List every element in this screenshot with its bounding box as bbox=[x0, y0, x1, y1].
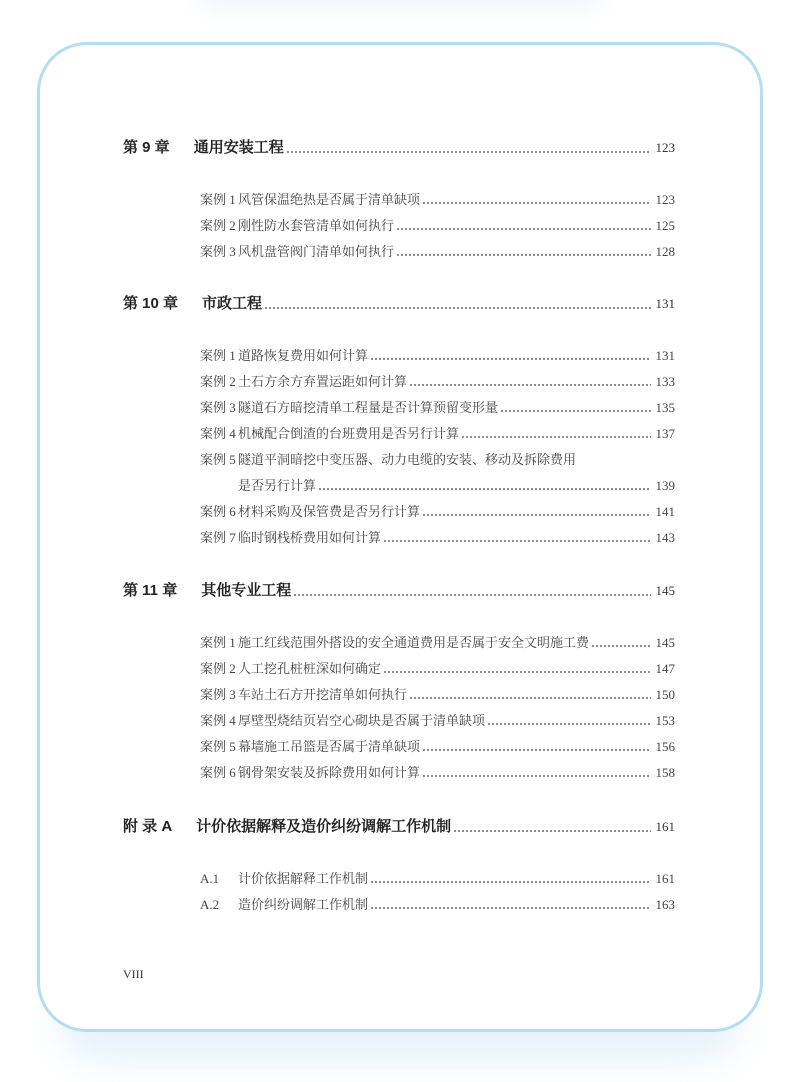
case-page-number: 139 bbox=[655, 478, 675, 493]
case-label: 案例 1 bbox=[200, 348, 236, 363]
chapter-page-number: 131 bbox=[655, 296, 675, 311]
case-title: 机械配合倒渣的台班费用是否另行计算 bbox=[238, 426, 460, 441]
case-label: 案例 1 bbox=[200, 192, 236, 207]
page-number-folio: VIII bbox=[123, 967, 144, 981]
case-page-number: 147 bbox=[655, 661, 675, 676]
chapter-title: 市政工程 bbox=[202, 295, 263, 312]
case-page-number: 161 bbox=[655, 871, 675, 886]
chapter-page-number: 123 bbox=[655, 140, 675, 155]
case-title: 造价纠纷调解工作机制 bbox=[238, 897, 369, 912]
toc-case-entry[interactable] bbox=[123, 215, 675, 234]
dot-leader bbox=[383, 671, 651, 673]
case-title: 隧道平洞暗挖中变压器、动力电缆的安装、移动及拆除费用 bbox=[238, 452, 577, 467]
chapter-title: 其他专业工程 bbox=[201, 582, 292, 599]
dot-leader bbox=[370, 881, 651, 883]
case-label: 案例 3 bbox=[200, 687, 236, 702]
toc-case-entry-continuation[interactable] bbox=[123, 475, 675, 494]
dot-leader bbox=[591, 645, 651, 647]
case-label: 案例 3 bbox=[200, 244, 236, 259]
case-title: 厚壁型烧结页岩空心砌块是否属于清单缺项 bbox=[238, 713, 486, 728]
chapter-label: 第 10 章 bbox=[123, 295, 179, 312]
case-page-number: 133 bbox=[655, 374, 675, 389]
case-page-number: 123 bbox=[655, 192, 675, 207]
toc-chapter-entry[interactable] bbox=[123, 292, 675, 313]
dot-leader bbox=[409, 384, 651, 386]
case-page-number: 145 bbox=[655, 635, 675, 650]
dot-leader bbox=[422, 749, 651, 751]
case-title: 道路恢复费用如何计算 bbox=[238, 348, 369, 363]
chapter-title: 计价依据解释及造价纠纷调解工作机制 bbox=[196, 818, 452, 835]
case-title: 车站土石方开挖清单如何执行 bbox=[238, 687, 408, 702]
toc-case-entry[interactable] bbox=[123, 736, 675, 755]
case-title: 临时钢栈桥费用如何计算 bbox=[238, 530, 382, 545]
toc-case-entry[interactable] bbox=[123, 762, 675, 781]
dot-leader bbox=[396, 228, 651, 230]
dot-leader bbox=[318, 488, 651, 490]
dot-leader bbox=[422, 514, 651, 516]
case-title: 钢骨架安装及拆除费用如何计算 bbox=[238, 765, 421, 780]
case-page-number: 135 bbox=[655, 400, 675, 415]
toc-case-entry[interactable] bbox=[123, 894, 675, 913]
chapter-page-number: 161 bbox=[655, 819, 675, 834]
case-page-number: 143 bbox=[655, 530, 675, 545]
dot-leader bbox=[422, 775, 651, 777]
toc-case-entry[interactable] bbox=[123, 501, 675, 520]
chapter-page-number: 145 bbox=[655, 583, 675, 598]
dot-leader bbox=[409, 697, 651, 699]
case-page-number: 163 bbox=[655, 897, 675, 912]
case-title: 人工挖孔桩桩深如何确定 bbox=[238, 661, 382, 676]
case-title: 风机盘管阀门清单如何执行 bbox=[238, 244, 395, 259]
dot-leader bbox=[487, 723, 651, 725]
toc-case-entry[interactable] bbox=[123, 658, 675, 677]
dot-leader bbox=[422, 202, 651, 204]
dot-leader bbox=[286, 151, 651, 153]
toc-case-entry[interactable] bbox=[123, 423, 675, 442]
toc-case-entry[interactable] bbox=[123, 241, 675, 260]
dot-leader bbox=[383, 540, 651, 542]
case-title-continuation: 是否另行计算 bbox=[238, 478, 317, 493]
case-page-number: 156 bbox=[655, 739, 675, 754]
case-page-number: 128 bbox=[655, 244, 675, 259]
case-page-number: 137 bbox=[655, 426, 675, 441]
case-label: 案例 2 bbox=[200, 374, 236, 389]
case-page-number: 158 bbox=[655, 765, 675, 780]
case-title: 隧道石方暗挖清单工程量是否计算预留变形量 bbox=[238, 400, 499, 415]
case-label: 案例 4 bbox=[200, 713, 236, 728]
toc-chapter-entry[interactable] bbox=[123, 136, 675, 157]
case-page-number: 125 bbox=[655, 218, 675, 233]
case-label: 案例 1 bbox=[200, 635, 236, 650]
case-title: 幕墙施工吊篮是否属于清单缺项 bbox=[238, 739, 421, 754]
case-label: 案例 6 bbox=[200, 765, 236, 780]
dot-leader bbox=[370, 907, 651, 909]
case-label: 案例 4 bbox=[200, 426, 236, 441]
toc-case-entry[interactable] bbox=[123, 868, 675, 887]
case-label: 案例 7 bbox=[200, 530, 236, 545]
chapter-label: 附 录 A bbox=[123, 818, 173, 835]
toc-case-entry[interactable] bbox=[123, 527, 675, 546]
case-title: 风管保温绝热是否属于清单缺项 bbox=[238, 192, 421, 207]
toc-chapter-entry[interactable] bbox=[123, 579, 675, 600]
top-glow bbox=[200, 0, 600, 10]
toc-case-entry[interactable] bbox=[123, 632, 675, 651]
toc-chapter-entry[interactable] bbox=[123, 815, 675, 836]
case-label: 案例 3 bbox=[200, 400, 236, 415]
toc-case-entry[interactable] bbox=[123, 345, 675, 364]
dot-leader bbox=[453, 830, 651, 832]
dot-leader bbox=[370, 358, 651, 360]
case-page-number: 153 bbox=[655, 713, 675, 728]
dot-leader bbox=[396, 254, 651, 256]
case-label: 案例 6 bbox=[200, 504, 236, 519]
toc-case-entry[interactable] bbox=[123, 371, 675, 390]
case-title: 材料采购及保管费是否另行计算 bbox=[238, 504, 421, 519]
case-page-number: 131 bbox=[655, 348, 675, 363]
chapter-title: 通用安装工程 bbox=[193, 139, 284, 156]
toc-case-entry[interactable] bbox=[123, 684, 675, 703]
case-title: 土石方余方弃置运距如何计算 bbox=[238, 374, 408, 389]
dot-leader bbox=[293, 594, 651, 596]
chapter-label: 第 9 章 bbox=[123, 139, 170, 156]
case-label: 案例 5 bbox=[200, 452, 236, 467]
chapter-label: 第 11 章 bbox=[123, 582, 178, 599]
case-label: 案例 5 bbox=[200, 739, 236, 754]
case-page-number: 150 bbox=[655, 687, 675, 702]
case-label: A.2 bbox=[200, 897, 220, 912]
toc-case-entry[interactable] bbox=[123, 449, 675, 468]
case-label: A.1 bbox=[200, 871, 220, 886]
case-title: 计价依据解释工作机制 bbox=[238, 871, 369, 886]
dot-leader bbox=[461, 436, 651, 438]
toc-case-entry[interactable] bbox=[123, 397, 675, 416]
dot-leader bbox=[500, 410, 651, 412]
case-title: 施工红线范围外搭设的安全通道费用是否属于安全文明施工费 bbox=[238, 635, 590, 650]
case-label: 案例 2 bbox=[200, 218, 236, 233]
dot-leader bbox=[264, 307, 651, 309]
case-title: 刚性防水套管清单如何执行 bbox=[238, 218, 395, 233]
case-label: 案例 2 bbox=[200, 661, 236, 676]
toc-case-entry[interactable] bbox=[123, 710, 675, 729]
case-page-number: 141 bbox=[655, 504, 675, 519]
toc-case-entry[interactable] bbox=[123, 189, 675, 208]
